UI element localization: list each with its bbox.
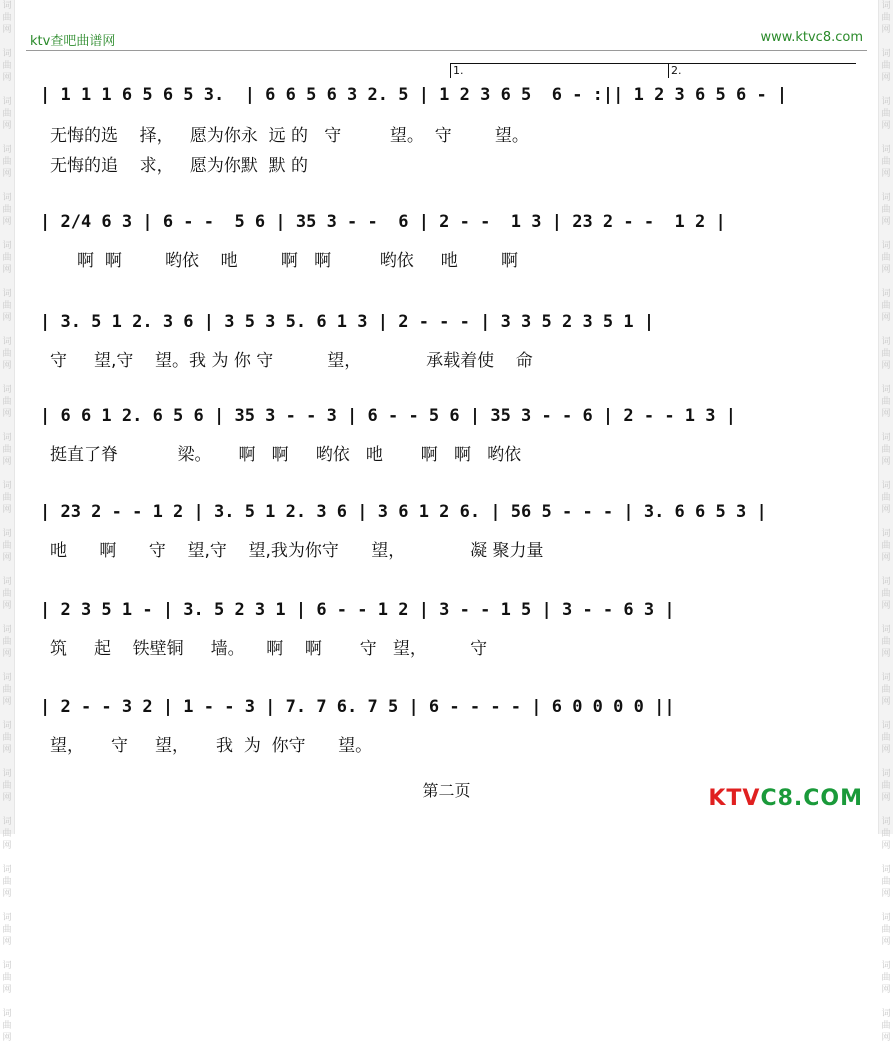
lyric-line-1a: 无悔的选 择， 愿为你永 远 的 守 望。 守 望。 [50,126,529,146]
notation-line-3: | 3. 5 1 2. 3 6 | 3 5 3 5. 6 1 3 | 2 - - - | 3 3 5 2 3 5 1 | [40,312,655,332]
lyric-line-4: 挺直了脊 梁。 啊 啊 哟依 吔 啊 啊 哟依 [50,445,522,465]
notation-line-5: | 23 2 - - 1 2 | 3. 5 1 2. 3 6 | 3 6 1 2 6. | 56 5 - - - | 3. 6 6 5 3 | [40,502,767,522]
site-url-right: www.ktvc8.com [760,30,863,45]
volta-second: 2. [668,63,856,78]
lyric-line-3: 守 望,守 望。我 为 你 守 望， 承载着使 命 [50,351,533,371]
notation-line-7: | 2 - - 3 2 | 1 - - 3 | 7. 7 6. 7 5 | 6 - - - - | 6 0 0 0 0 || [40,697,675,717]
lyric-line-2: 啊 啊 哟依 吔 啊 啊 哟依 吔 啊 [50,251,518,271]
right-watermark-strip: 词 曲 网 词 曲 网 词 曲 网 词 曲 网 词 曲 网 词 曲 网 词 曲 网 词 曲 网 词 曲 网 词 曲 网 词 曲 网 词 曲 网 词 曲 网 词 曲 网 词 曲 网 词 曲 网 词 曲 网 词 曲 网 词 曲 网 词 曲 网 词 曲 网 词 曲 网 [878,0,893,834]
site-logo: KTVC8.COM [708,786,863,811]
lyric-line-6: 筑 起 铁壁铜 墙。 啊 啊 守 望， 守 [50,639,488,659]
header-divider [26,50,867,51]
lyric-line-5: 吔 啊 守 望,守 望,我为你守 望， 凝 聚力量 [50,541,544,561]
site-name-left: ktv查吧曲谱网 [30,34,116,49]
left-watermark-strip: 词 曲 网 词 曲 网 词 曲 网 词 曲 网 词 曲 网 词 曲 网 词 曲 网 词 曲 网 词 曲 网 词 曲 网 词 曲 网 词 曲 网 词 曲 网 词 曲 网 词 曲 网 词 曲 网 词 曲 网 词 曲 网 词 曲 网 词 曲 网 词 曲 网 词 曲 网 [0,0,15,834]
notation-line-1: | 1 1 1 6 5 6 5 3. | 6 6 5 6 3 2. 5 | 1 2 3 6 5 6 - :|| 1 2 3 6 5 6 - | [40,85,788,105]
lyric-line-1b: 无悔的追 求， 愿为你默 默 的 [50,156,309,176]
notation-line-6: | 2 3 5 1 - | 3. 5 2 3 1 | 6 - - 1 2 | 3 - - 1 5 | 3 - - 6 3 | [40,600,675,620]
notation-line-4: | 6 6 1 2. 6 5 6 | 35 3 - - 3 | 6 - - 5 6 | 35 3 - - 6 | 2 - - 1 3 | [40,406,736,426]
notation-line-2: | 2/4 6 3 | 6 - - 5 6 | 35 3 - - 6 | 2 - - 1 3 | 23 2 - - 1 2 | [40,212,726,232]
volta-first: 1. [450,63,668,78]
page-number: 第二页 [422,781,471,800]
lyric-line-7: 望， 守 望， 我 为 你守 望。 [50,736,373,756]
